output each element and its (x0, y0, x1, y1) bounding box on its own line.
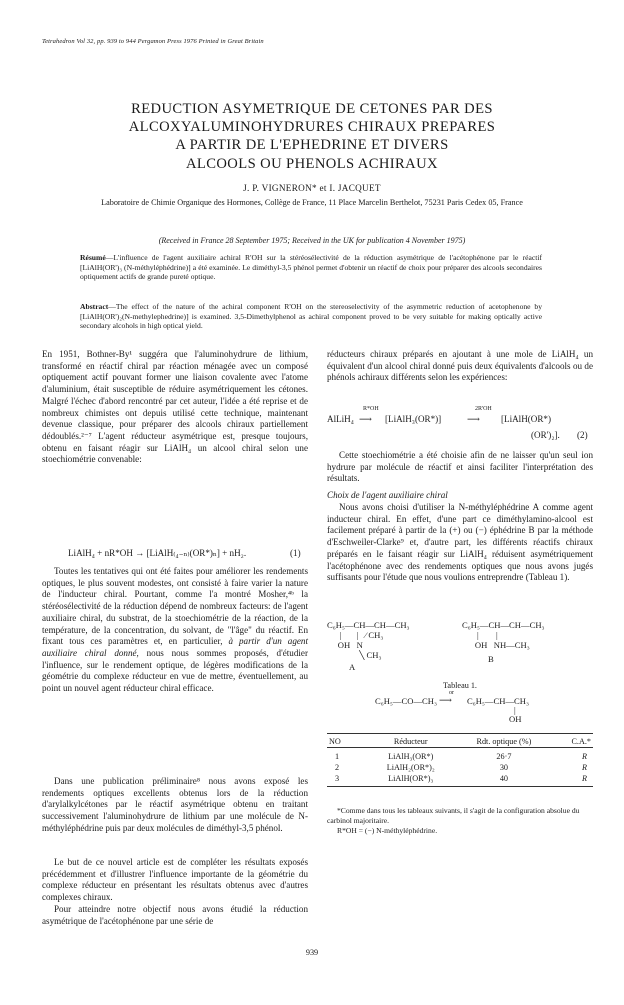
table-cell: 26·7 (496, 752, 512, 761)
structure-A-line: | | ⁄ CH₃ (327, 630, 384, 640)
eq2-product-cont: (OR')₂]. (531, 430, 560, 440)
equation-2-number: (2) (577, 430, 588, 440)
structure-A (327, 620, 457, 680)
eq2-intermediate: [LiAlH₃(OR*)] (385, 414, 442, 424)
table-cell: LiAlH(OR*)₃ (388, 774, 434, 783)
section-heading: Choix de l'agent auxiliaire chiral (327, 490, 448, 500)
table-row (327, 773, 593, 787)
table-footnote-2: R*OH = (−) N-méthyléphédrine. (337, 826, 438, 835)
equation-2 (327, 402, 593, 442)
table-cell: 1 (335, 752, 340, 761)
table-reaction (327, 692, 593, 728)
table-cell: 30 (499, 763, 508, 772)
p2-text-italic: à partir d'un agent auxiliaire chiral donné, (42, 636, 308, 658)
table-cell: LiAlH₃(OR*) (388, 752, 434, 761)
right-paragraph-3: Nous avons choisi d'utiliser la N-méthyléphédrine A comme agent inducteur chiral. En effet, d'une part ce diméthylamino-alcool est facilement préparé à partir de la (+) ou (−) éphédrine B par la méthode d'Eschweiler-Clarke⁹ et, d'autre part, les différents réactifs chiraux préparés en le faisant réagir sur LiAlH₄ réduisent asymétriquement l'acétophénone avec des rendements optiques que nous avons jugés suffisants pour l'étude que nous voulions entreprendre (Tableau 1). (327, 502, 593, 583)
affiliation: Laboratoire de Chimie Organique des Hormones, Collège de France, 11 Place Marcelin Berthelot, 75231 Paris Cedex 05, France (101, 198, 523, 207)
structure-B-line: C₆H₅—CH—CH—CH₃ (462, 620, 545, 630)
abstract-text: —The effect of the nature of the achiral component R'OH on the stereoselectivity of the asymmetric reduction of acetophenone by [LiAlH(OR')₂(N-methylephedrine)] is examined. 3,5-Dimethylphenol as achiral component proved to be very suitable for making optically active secondary alcohols in high optical yield. (80, 302, 542, 331)
journal-header: Tetrahedron Vol 32, pp. 939 to 944 Pergamon Press 1976 Printed in Great Britain (42, 38, 264, 45)
left-paragraph-intro: En 1951, Bothner-By¹ suggéra que l'aluminohydrure de lithium, transformé en réactif chiral par réaction ménagée avec un composé optiquement actif pouvant former une liaison covalente avec l'atome d'aluminium, était susceptible de réduire asymétriquement les cétones. Malgré l'échec d'abord rencontré par cet auteur, l'idée a été reprise et de nombreux chimistes ont depuis utilisé cette technique, maintenant devenue classique, pour préparer des alcools chiraux partiellement dédoublés.²⁻⁷ L'agent réducteur asymétrique est, presque toujours, obtenu en faisant réagir sur LiAlH₄ un alcool chiral selon une stoechiométrie convenable: (42, 349, 308, 465)
eq2-arrow2-label: 2R'OH (475, 406, 492, 412)
table-header-row (327, 734, 593, 748)
structure-A-line: ╲ CH₃ (327, 650, 382, 660)
table-cell: R (581, 774, 587, 783)
resume (80, 253, 542, 282)
equation-1: LiAlH₄ + nR*OH → [LiAlH₍₄₋ₙ₎(OR*)ₙ] + nH₂. (68, 548, 247, 558)
table-footnote: *Comme dans tous les tableaux suivants, il s'agit de la configuration absolue du carbinol majoritaire. (327, 806, 580, 825)
right-paragraph-1: réducteurs chiraux préparés en ajoutant à une mole de LiAlH₄ un équivalent d'un alcool chiral donné puis deux équivalents d'alcools ou de phénols achiraux différents selon les expériences: (327, 349, 593, 383)
table-cell: 2 (335, 763, 340, 772)
structure-B (462, 620, 592, 680)
table-row (327, 748, 593, 763)
title-line: REDUCTION ASYMETRIQUE DE CETONES PAR DES (131, 101, 493, 117)
table-cell: R (581, 752, 587, 761)
received-dates: (Received in France 28 September 1975; Received in the UK for publication 4 November 1975) (158, 236, 466, 245)
structure-B-line: | | (462, 630, 498, 640)
structure-B-label: B (488, 654, 494, 664)
article-title (0, 100, 624, 173)
structure-A-label: A (349, 662, 356, 672)
p2-text-b: nous nous sommes proposés, d'étudier l'influence, sur le rendement optique, de légères modifications de la géométrie du complexe réducteur en vue de mettre, éventuellement, au point un nouvel agent réducteur chiral efficace. (42, 647, 308, 694)
results-table (327, 733, 593, 787)
left-paragraph-3: Dans une publication préliminaire⁸ nous avons exposé les rendements optiques excellents obtenus lors de la réduction d'arylalkylcétones par le réactif asymétrique obtenu en traitant successivement l'aluminohydrure de lithium par une molécule de N-méthyléphédrine puis par deux molécules de diméthyl-3,5 phénol. (42, 776, 308, 833)
eq2-arrow1-label: R*OH (363, 406, 379, 412)
table-bottom-rule (327, 787, 593, 788)
reaction-product-oh: OH (509, 714, 522, 724)
table-cell: LiAlH₂(OR*)₂ (386, 763, 435, 772)
table-header: Rdt. optique (%) (476, 737, 532, 746)
resume-text: —L'influence de l'agent auxiliaire achiral R'OH sur la stéréosélectivité de la réduction asymétrique de l'acétophénone par le réactif [LiAlH(OR')₃ (N-méthyléphédrine)] a été examinée. Le diméthyl-3,5 phénol permet d'obtenir un réactif de choix pour préparer des alcools secondaires optiquement actifs de grande pureté optique. (80, 253, 542, 282)
abstract (80, 302, 542, 331)
arrow-icon: ⟶ (439, 695, 452, 705)
table-row (327, 762, 593, 773)
arrow-icon: ⟶ (359, 414, 372, 424)
page-number: 939 (305, 948, 319, 957)
table-title: Tableau 1. (443, 681, 477, 690)
structure-A-line: OH N (327, 640, 363, 650)
reaction-product-bond: | (514, 705, 516, 715)
abstract-label: Abstract (80, 302, 109, 311)
authors: J. P. VIGNERON* et I. JACQUET (243, 183, 381, 193)
table-cell: 40 (499, 774, 508, 783)
reaction-arrow-label: or (449, 690, 454, 696)
structure-A-line: C₆H₅—CH—CH—CH₃ (327, 620, 410, 630)
eq2-product: [LiAlH(OR*) (501, 414, 552, 424)
table-cell: 3 (335, 774, 340, 783)
reaction-reactant: C₆H₅—CO—CH₃ (375, 696, 437, 706)
title-line: ALCOOLS OU PHENOLS ACHIRAUX (185, 155, 439, 172)
resume-label: Résumé (80, 253, 106, 262)
title-line: A PARTIR DE L'EPHEDRINE ET DIVERS (175, 137, 449, 154)
table-header: C.A.* (571, 737, 591, 746)
title-line: ALCOXYALUMINOHYDRURES CHIRAUX PREPARES (128, 119, 496, 136)
eq2-reactant: AlLiH₄ (327, 414, 354, 424)
reaction-product: C₆H₅—CH—CH₃ (467, 696, 529, 706)
arrow-icon: ⟶ (467, 414, 480, 424)
table-header: NO (329, 737, 341, 746)
equation-1-number: (1) (290, 548, 301, 558)
right-paragraph-2: Cette stoechiométrie a été choisie afin de ne laisser qu'un seul ion hydrure par molécule de réactif et ainsi faciliter l'interprétation des résultats. (327, 450, 593, 484)
left-paragraph-2 (42, 566, 308, 695)
left-paragraph-5: Pour atteindre notre objectif nous avons étudié la réduction asymétrique de l'acétophénone par une série de (42, 904, 308, 926)
p2-text-a: Toutes les tentatives qui ont été faites pour améliorer les rendements optiques, le plus souvent modestes, ont consisté à faire varier la nature de l'inducteur chiral. Pourtant, comme l'a montré Mosher,⁴ᵇ la stéréosélectivité de la réduction dépend de nombreux facteurs: de l'agent auxiliaire chiral, du substrat, de la stoechiométrie de la réaction, de la température, de la concentration, du solvant, de "l'âge" du réactif. En fixant tous ces paramètres et, en particulier, (42, 566, 308, 647)
left-paragraph-4: Le but de ce nouvel article est de compléter les résultats exposés précédemment et d'illustrer l'influence importante de la géométrie du complexe réducteur en présentant les résultats obtenus avec d'autres complexes chiraux. (42, 857, 308, 903)
table-header: Réducteur (393, 737, 428, 746)
table-cell: R (581, 763, 587, 772)
structure-B-line: OH NH—CH₃ (462, 640, 530, 650)
